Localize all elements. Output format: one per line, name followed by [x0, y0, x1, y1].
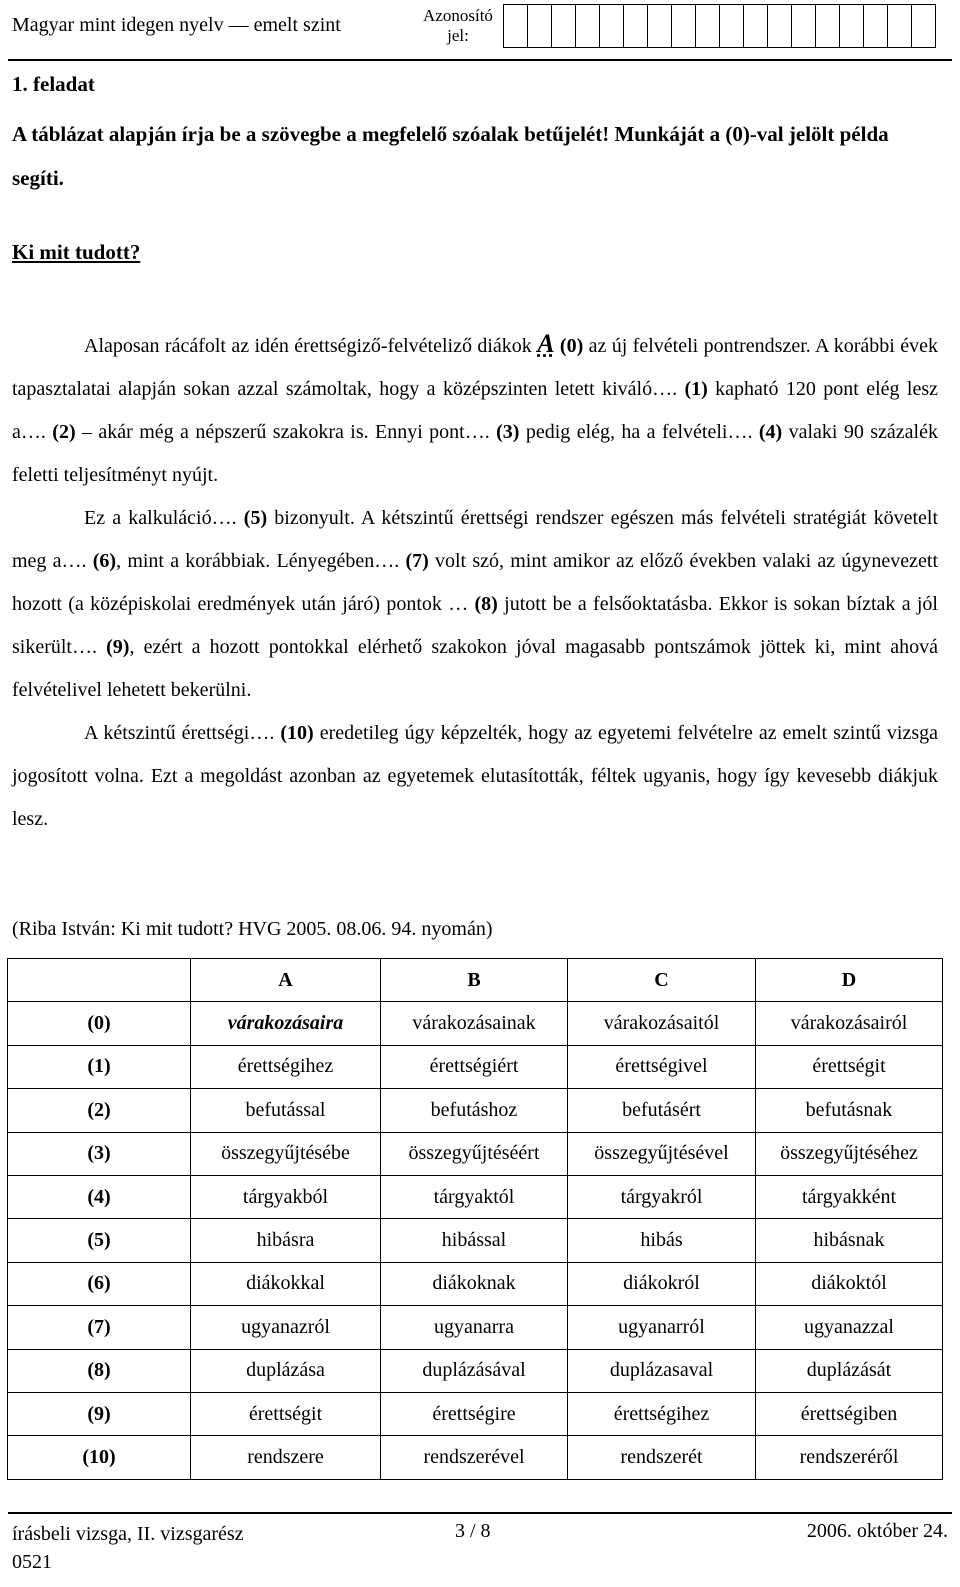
id-digit-box[interactable]	[767, 4, 792, 48]
page-number: 3 / 8	[455, 1520, 491, 1542]
table-row	[8, 1132, 943, 1175]
option-cell: érettségiért	[381, 1045, 568, 1088]
id-digit-box[interactable]	[911, 4, 936, 48]
text-title: Ki mit tudott?	[12, 240, 141, 264]
option-cell: rendszerét	[568, 1436, 756, 1479]
id-digit-box[interactable]	[719, 4, 744, 48]
passage	[12, 322, 938, 841]
example-answer-letter: A	[537, 329, 555, 358]
option-cell: diákoktól	[756, 1262, 943, 1305]
option-cell: érettségihez	[568, 1392, 756, 1435]
row-number-cell: (2)	[8, 1089, 191, 1132]
option-cell: ugyanarra	[381, 1306, 568, 1349]
footer-exam: írásbeli vizsga, II. vizsgarész	[12, 1523, 244, 1545]
option-cell: duplázását	[756, 1349, 943, 1392]
table-row	[8, 1089, 943, 1132]
row-number-cell: (5)	[8, 1219, 191, 1262]
gap-4: (4)	[758, 421, 783, 443]
option-cell: diákokkal	[191, 1262, 381, 1305]
option-cell: érettségire	[381, 1392, 568, 1435]
table-header-cell	[8, 959, 191, 1002]
gap-10: (10)	[280, 722, 314, 744]
option-cell: ugyanazról	[191, 1306, 381, 1349]
id-label-line2: jel:	[447, 26, 469, 45]
option-cell: összegyűjtéséhez	[756, 1132, 943, 1175]
gap-3: (3)	[496, 421, 520, 443]
table-row	[8, 1349, 943, 1392]
id-digit-box[interactable]	[839, 4, 864, 48]
option-cell: diákoknak	[381, 1262, 568, 1305]
table-row	[8, 1306, 943, 1349]
id-digit-box[interactable]	[815, 4, 840, 48]
id-digit-box[interactable]	[527, 4, 552, 48]
table-row	[8, 1219, 943, 1262]
header-rule	[8, 59, 952, 61]
table-header-row	[8, 959, 943, 1002]
table-header-cell: C	[568, 959, 756, 1002]
option-cell: összegyűjtésével	[568, 1132, 756, 1175]
option-cell: érettségit	[756, 1045, 943, 1088]
header-title: Magyar mint idegen nyelv — emelt szint	[12, 14, 341, 36]
option-cell: várakozásainak	[381, 1002, 568, 1045]
row-number-cell: (4)	[8, 1175, 191, 1218]
option-cell: ugyanazzal	[756, 1306, 943, 1349]
option-cell: várakozásaira	[191, 1002, 381, 1045]
id-digit-box[interactable]	[863, 4, 888, 48]
option-cell: várakozásaitól	[568, 1002, 756, 1045]
id-digit-box[interactable]	[503, 4, 528, 48]
option-cell: tárgyakról	[568, 1175, 756, 1218]
footer-code: 0521	[12, 1551, 52, 1573]
option-cell: ugyanarról	[568, 1306, 756, 1349]
row-number-cell: (10)	[8, 1436, 191, 1479]
gap-2: (2)	[52, 421, 76, 443]
row-number-cell: (9)	[8, 1392, 191, 1435]
option-cell: tárgyakként	[756, 1175, 943, 1218]
option-cell: várakozásairól	[756, 1002, 943, 1045]
gap-6: (6)	[92, 550, 117, 572]
id-digit-box[interactable]	[887, 4, 912, 48]
table-header-cell: B	[381, 959, 568, 1002]
option-cell: érettségivel	[568, 1045, 756, 1088]
option-cell: tárgyaktól	[381, 1175, 568, 1218]
id-code-boxes	[503, 4, 935, 48]
passage-paragraph-1: Alaposan rácáfolt az idén érettségiző-felvételiző diákok A (0) az új felvételi pontrendszer. A korábbi évek tapasztalatai alapján sokan azzal számoltak, hogy a középszinten letett kiváló…. (1) kapható 120 pont elég lesz a…. (2) – akár még a népszerű szakokra is. Ennyi pont…. (3) pedig elég, ha a felvételi…. (4) valaki 90 százalék feletti teljesítményt nyújt.	[12, 329, 938, 486]
table-row	[8, 1002, 943, 1045]
table-header-cell: D	[756, 959, 943, 1002]
option-cell: befutásért	[568, 1089, 756, 1132]
gap-0: (0)	[554, 335, 584, 357]
row-number-cell: (6)	[8, 1262, 191, 1305]
footer-rule	[8, 1512, 952, 1514]
id-digit-box[interactable]	[743, 4, 768, 48]
row-number-cell: (3)	[8, 1132, 191, 1175]
gap-8: (8)	[474, 593, 498, 615]
table-row	[8, 1175, 943, 1218]
passage-paragraph-2: Ez a kalkuláció…. (5) bizonyult. A kétszintű érettségi rendszer egészen más felvételi stratégiát követelt meg a…. (6), mint a korábbiak. Lényegében…. (7) volt szó, mint amikor az előző években valaki az úgynevezett hozott (a középiskolai eredmények után járó) pontok … (8) jutott be a felsőoktatásba. Ekkor is sokan bíztak a jól sikerült…. (9), ezért a hozott pontokkal elérhető szakokon jóval magasabb pontszámok jöttek ki, mint ahová felvételivel lehetett bekerülni.	[12, 507, 939, 701]
option-cell: duplázása	[191, 1349, 381, 1392]
table-row	[8, 1392, 943, 1435]
option-cell: hibás	[568, 1219, 756, 1262]
option-cell: összegyűjtéséért	[381, 1132, 568, 1175]
option-cell: rendszerével	[381, 1436, 568, 1479]
id-digit-box[interactable]	[647, 4, 672, 48]
option-cell: rendszere	[191, 1436, 381, 1479]
gap-1: (1)	[684, 378, 708, 400]
id-label-line1: Azonosító	[423, 6, 493, 25]
gap-7: (7)	[405, 550, 429, 572]
task-instruction: A táblázat alapján írja be a szövegbe a megfelelő szóalak betűjelét! Munkáját a (0)-val jelölt példa segíti.	[12, 122, 889, 190]
id-label	[418, 6, 498, 46]
gap-9: (9)	[106, 636, 130, 658]
id-digit-box[interactable]	[791, 4, 816, 48]
id-digit-box[interactable]	[671, 4, 696, 48]
id-digit-box[interactable]	[623, 4, 648, 48]
id-digit-box[interactable]	[599, 4, 624, 48]
source-citation: (Riba István: Ki mit tudott? HVG 2005. 08.06. 94. nyomán)	[12, 918, 493, 940]
row-number-cell: (1)	[8, 1045, 191, 1088]
answer-options-table	[7, 958, 943, 1480]
table-row	[8, 1045, 943, 1088]
option-cell: befutásnak	[756, 1089, 943, 1132]
option-cell: érettségihez	[191, 1045, 381, 1088]
option-cell: hibásnak	[756, 1219, 943, 1262]
option-cell: duplázásával	[381, 1349, 568, 1392]
row-number-cell: (8)	[8, 1349, 191, 1392]
option-cell: rendszeréről	[756, 1436, 943, 1479]
option-cell: befutással	[191, 1089, 381, 1132]
footer-exam-info	[12, 1520, 244, 1576]
exam-date: 2006. október 24.	[806, 1520, 948, 1542]
id-digit-box[interactable]	[695, 4, 720, 48]
row-number-cell: (0)	[8, 1002, 191, 1045]
option-cell: összegyűjtésébe	[191, 1132, 381, 1175]
table-row	[8, 1436, 943, 1479]
table-row	[8, 1262, 943, 1305]
gap-5: (5)	[243, 507, 268, 529]
table-header-cell: A	[191, 959, 381, 1002]
row-number-cell: (7)	[8, 1306, 191, 1349]
task-title: 1. feladat	[12, 72, 95, 96]
option-cell: befutáshoz	[381, 1089, 568, 1132]
option-cell: hibásra	[191, 1219, 381, 1262]
id-digit-box[interactable]	[575, 4, 600, 48]
option-cell: tárgyakból	[191, 1175, 381, 1218]
option-cell: érettségit	[191, 1392, 381, 1435]
option-cell: érettségiben	[756, 1392, 943, 1435]
option-cell: hibással	[381, 1219, 568, 1262]
passage-paragraph-3: A kétszintű érettségi…. (10) eredetileg úgy képzelték, hogy az egyetemi felvételre az emelt szintű vizsga jogosított volna. Ezt a megoldást azonban az egyetemek elutasították, féltek ugyanis, hogy így kevesebb diákjuk lesz.	[12, 722, 938, 830]
id-digit-box[interactable]	[551, 4, 576, 48]
option-cell: duplázasaval	[568, 1349, 756, 1392]
option-cell: diákokról	[568, 1262, 756, 1305]
